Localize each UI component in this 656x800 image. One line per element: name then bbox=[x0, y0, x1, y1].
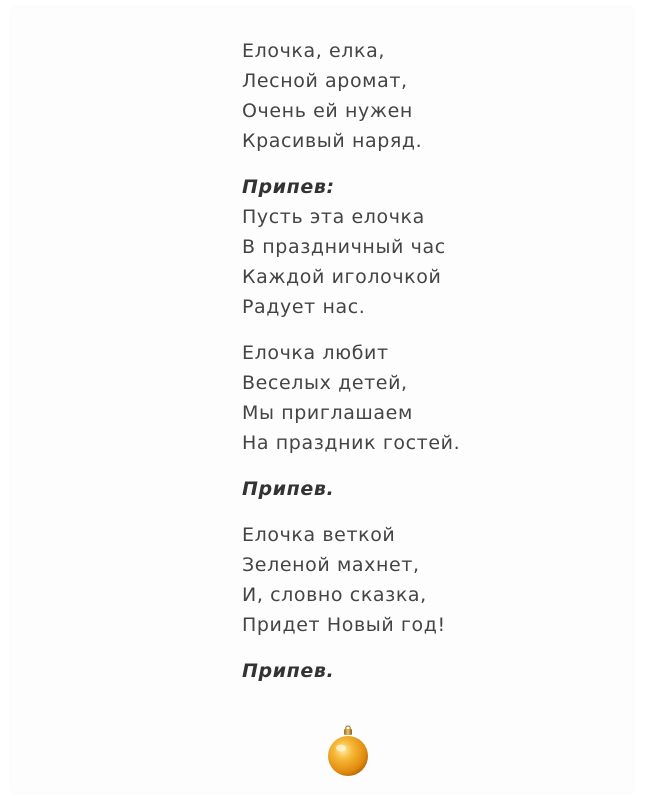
chorus-heading: Припев. bbox=[242, 478, 335, 500]
poem-line: Мы приглашаем bbox=[242, 402, 413, 424]
christmas-ornament-icon bbox=[325, 724, 371, 780]
poem-line: Елочка, елка, bbox=[242, 40, 385, 62]
poem-line: Зеленой махнет, bbox=[242, 554, 420, 576]
chorus-repeat-2 bbox=[242, 656, 460, 686]
poem-line: Очень ей нужен bbox=[242, 100, 413, 122]
poem-line: В праздничный час bbox=[242, 236, 446, 258]
poem-line: Каждой иголочкой bbox=[242, 266, 442, 288]
poem-line: Красивый наряд. bbox=[242, 130, 423, 152]
poem-line: На праздник гостей. bbox=[242, 432, 461, 454]
poem-line: Елочка любит bbox=[242, 342, 389, 364]
poem bbox=[242, 36, 460, 686]
chorus-repeat-1 bbox=[242, 474, 460, 504]
chorus-heading: Припев: bbox=[242, 176, 335, 198]
poem-line: И, словно сказка, bbox=[242, 584, 427, 606]
stanza-2 bbox=[242, 338, 460, 458]
poem-line: Придет Новый год! bbox=[242, 614, 446, 636]
poem-line: Лесной аромат, bbox=[242, 70, 408, 92]
poem-line: Веселых детей, bbox=[242, 372, 408, 394]
stanza-3 bbox=[242, 520, 460, 640]
chorus-heading: Припев. bbox=[242, 660, 335, 682]
poem-line: Радует нас. bbox=[242, 296, 366, 318]
poem-line: Пусть эта елочка bbox=[242, 206, 425, 228]
poem-line: Елочка веткой bbox=[242, 524, 396, 546]
stanza-1 bbox=[242, 36, 460, 156]
chorus-stanza bbox=[242, 172, 460, 322]
